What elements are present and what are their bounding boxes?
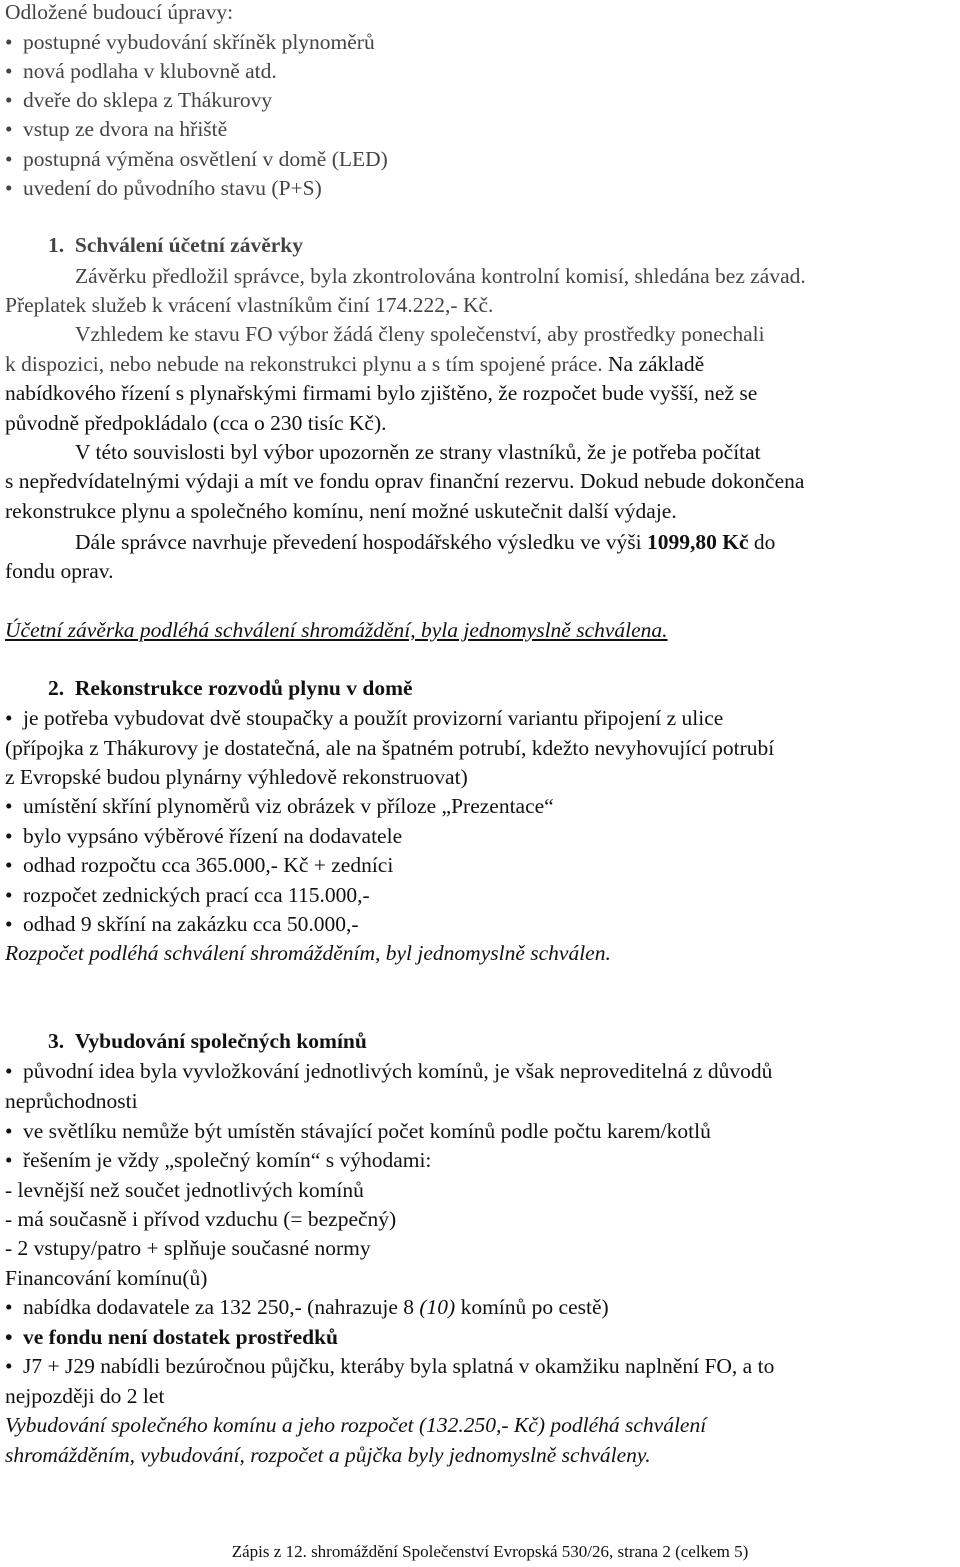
list-item: • řešením je vždy „společný komín“ s výhodami:: [5, 1148, 432, 1172]
section2-resolution: Rozpočet podléhá schválení shromážděním, byl jednomyslně schválen.: [5, 941, 611, 965]
deferred-title: Odložené budoucí úpravy:: [5, 0, 234, 24]
result-amount: 1099,80 Kč: [646, 530, 749, 554]
section1-text: Dále správce navrhuje převedení hospodářského výsledku ve výši 1099,80 Kč do: [75, 530, 776, 554]
page-footer: Zápis z 12. shromáždění Společenství Evropská 530/26, strana 2 (celkem 5): [231, 1542, 749, 1561]
section1-text: rekonstrukce plynu a společného komínu, není možné uskutečnit další výdaje.: [5, 499, 677, 523]
section1-text: Závěrku předložil správce, byla zkontrolována kontrolní komisí, shledána bez závad.: [75, 264, 806, 288]
list-item-continuation: (přípojka z Thákurovy je dostatečná, ale na špatném potrubí, kdežto nevyhovující potrubí: [5, 736, 775, 760]
list-item-continuation: nejpozději do 2 let: [5, 1384, 165, 1408]
list-item: • původní idea byla vyvložkování jednotlivých komínů, je však neproveditelná z důvodů: [5, 1059, 773, 1083]
list-item: • vstup ze dvora na hřiště: [5, 117, 228, 141]
dash-item: - má současně i přívod vzduchu (= bezpečný): [5, 1207, 397, 1231]
section1-text: Přeplatek služeb k vrácení vlastníkům činí 174.222,- Kč.: [5, 293, 494, 317]
section2-heading: 2. Rekonstrukce rozvodů plynu v domě: [48, 676, 413, 700]
list-item: • bylo vypsáno výběrové řízení na dodavatele: [5, 824, 403, 848]
section1-text: V této souvislosti byl výbor upozorněn ze strany vlastníků, že je potřeba počítat: [75, 440, 761, 464]
section1-heading: 1. Schválení účetní závěrky: [48, 233, 303, 257]
section1-resolution: Účetní závěrka podléhá schválení shromáždění, byla jednomyslně schválena.: [5, 618, 668, 642]
list-item: • odhad rozpočtu cca 365.000,- Kč + zedníci: [5, 853, 394, 877]
section1-text: s nepředvídatelnými výdaji a mít ve fondu oprav finanční rezervu. Dokud nebude dokončena: [5, 469, 805, 493]
list-item: • je potřeba vybudovat dvě stoupačky a použít provizorní variantu připojení z ulice: [5, 706, 724, 730]
section3-resolution: shromážděním, vybudování, rozpočet a půjčka byly jednomyslně schváleny.: [5, 1443, 651, 1467]
list-item: • postupná výměna osvětlení v domě (LED): [5, 147, 388, 171]
section1-text: k dispozici, nebo nebude na rekonstrukci plynu a s tím spojené práce. Na základě: [5, 352, 705, 376]
list-item: • umístění skříní plynoměrů viz obrázek v příloze „Prezentace“: [5, 794, 554, 818]
list-item: • postupné vybudování skříněk plynoměrů: [5, 30, 375, 54]
section3-heading: 3. Vybudování společných komínů: [48, 1029, 367, 1053]
list-item: • uvedení do původního stavu (P+S): [5, 176, 322, 200]
dash-item: - levnější než součet jednotlivých komínů: [5, 1178, 364, 1202]
section1-text: původně předpokládalo (cca o 230 tisíc Kč).: [5, 411, 387, 435]
list-item-continuation: z Evropské budou plynárny výhledově rekonstruovat): [5, 765, 468, 789]
list-item: • nová podlaha v klubovně atd.: [5, 59, 277, 83]
list-item: • odhad 9 skříní na zakázku cca 50.000,-: [5, 912, 359, 936]
list-item: • dveře do sklepa z Thákurovy: [5, 88, 273, 112]
list-item: • nabídka dodavatele za 132 250,- (nahrazuje 8 (10) komínů po cestě): [5, 1295, 609, 1319]
list-item: • rozpočet zednických prací cca 115.000,-: [5, 883, 370, 907]
list-item: • ve fondu není dostatek prostředků: [5, 1325, 338, 1349]
list-item: • J7 + J29 nabídli bezúročnou půjčku, kteráby byla splatná v okamžiku naplnění FO, a to: [5, 1354, 775, 1378]
dash-item: - 2 vstupy/patro + splňuje současné normy: [5, 1236, 371, 1260]
section1-text: Vzhledem ke stavu FO výbor žádá členy společenství, aby prostředky ponechali: [75, 322, 765, 346]
list-item-continuation: neprůchodnosti: [5, 1089, 138, 1113]
section1-text: nabídkového řízení s plynařskými firmami bylo zjištěno, že rozpočet bude vyšší, než se: [5, 381, 758, 405]
list-item: • ve světlíku nemůže být umístěn stávající počet komínů podle počtu karem/kotlů: [5, 1119, 711, 1143]
section3-resolution: Vybudování společného komínu a jeho rozpočet (132.250,- Kč) podléhá schválení: [5, 1413, 707, 1437]
section1-text: fondu oprav.: [5, 559, 114, 583]
financing-label: Financování komínu(ů): [5, 1266, 208, 1290]
